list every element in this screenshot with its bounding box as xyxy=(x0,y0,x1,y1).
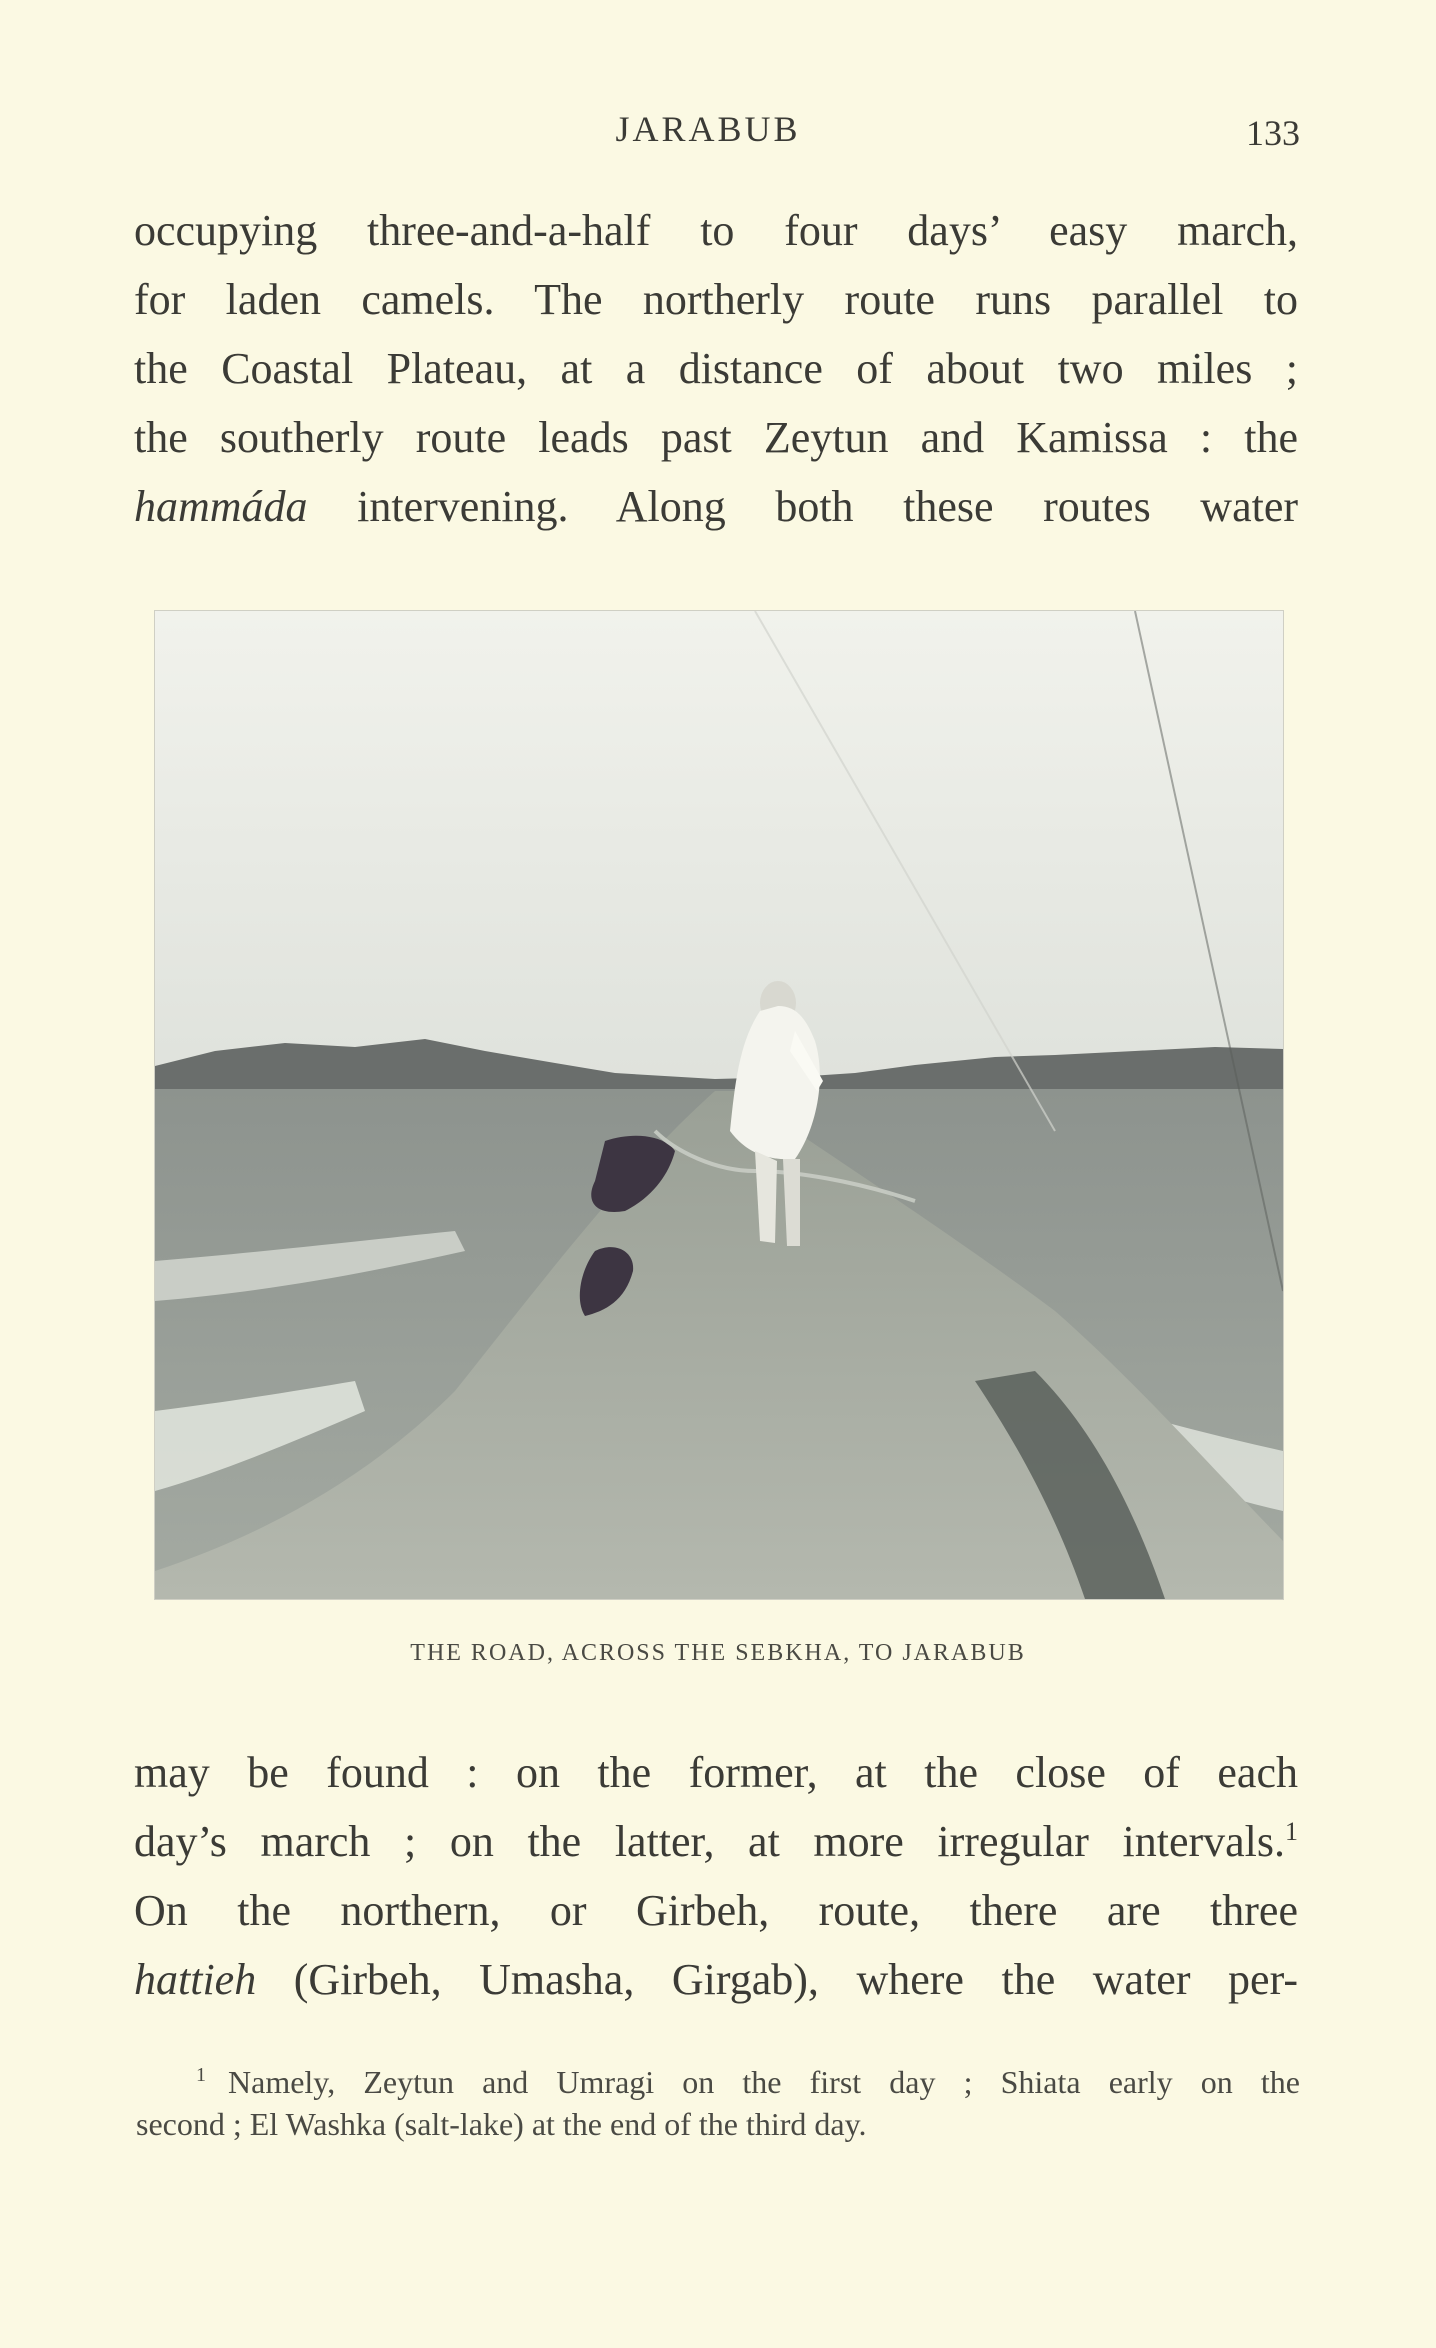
text-line xyxy=(134,1807,1298,1876)
paragraph-bottom xyxy=(134,1738,1298,2014)
photo-plate xyxy=(154,610,1284,1600)
footnote-mark: 1 xyxy=(196,2064,206,2086)
page-number: 133 xyxy=(1246,113,1300,153)
text-line xyxy=(134,1945,1298,2014)
text-line: occupying three-and-a-half to four days’ easy march, xyxy=(134,206,1298,255)
text-line: the Coastal Plateau, at a distance of about two miles ; xyxy=(134,344,1298,393)
footnotes xyxy=(136,2054,1300,2145)
running-title: JARABUB xyxy=(615,109,801,149)
footnote-text: Namely, Zeytun and Umragi on the first day ; Shiata early on the xyxy=(228,2064,1300,2100)
text-run: (Girbeh, Umasha, Girgab), where the water per- xyxy=(256,1955,1298,2004)
plate-caption: THE ROAD, ACROSS THE SEBKHA, TO JARABUB xyxy=(410,1640,1026,1666)
text-line: may be found : on the former, at the close of each xyxy=(134,1748,1298,1797)
text-run: intervening. Along both these routes water xyxy=(307,482,1298,531)
footnote-reference: 1 xyxy=(1285,1817,1298,1846)
footnote-line: second ; El Washka (salt-lake) at the end of the third day. xyxy=(136,2106,867,2142)
text-line: for laden camels. The northerly route runs parallel to xyxy=(134,275,1298,324)
text-line xyxy=(134,472,1298,541)
italic-term: hammáda xyxy=(134,482,308,531)
footnote-line xyxy=(136,2054,1300,2103)
paragraph-top xyxy=(134,196,1298,541)
text-line: the southerly route leads past Zeytun and Kamissa : the xyxy=(134,413,1298,462)
italic-term: hattieh xyxy=(134,1955,257,2004)
sky xyxy=(155,611,1283,1081)
running-head xyxy=(0,108,1436,153)
text-line: On the northern, or Girbeh, route, there are three xyxy=(134,1886,1298,1935)
text-run: day’s march ; on the latter, at more irregular intervals. xyxy=(134,1817,1285,1866)
photograph-road-across-sebkha xyxy=(155,611,1283,1599)
